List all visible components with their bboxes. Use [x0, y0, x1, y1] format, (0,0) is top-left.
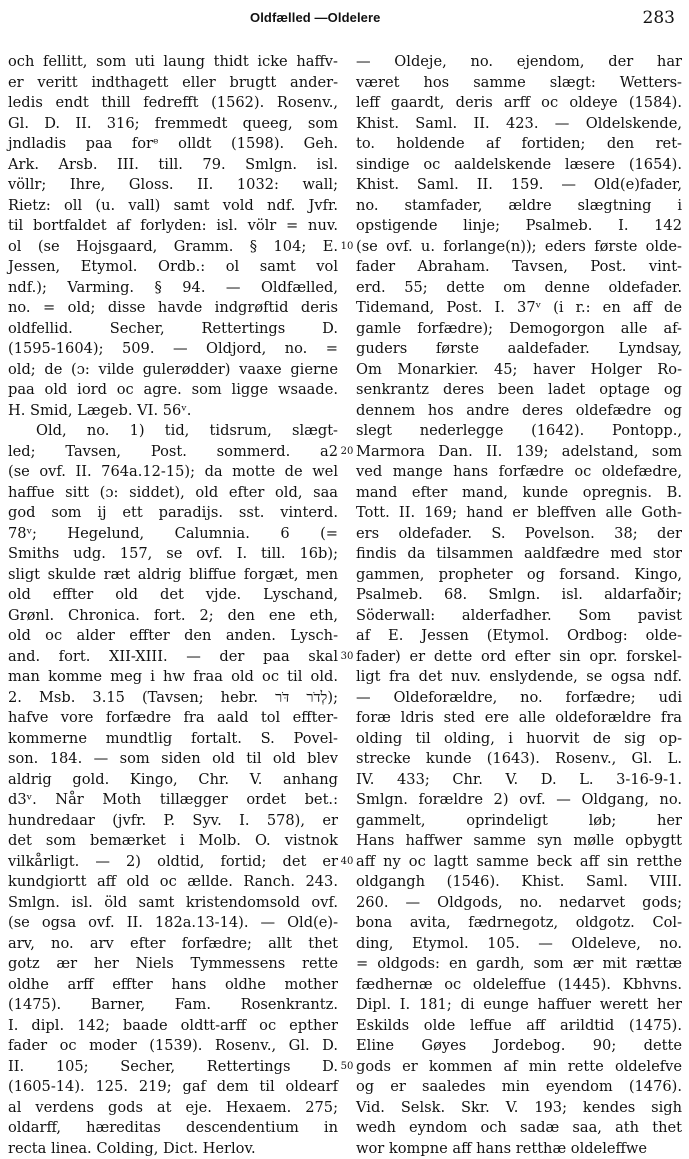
text-line: og er saaledes min eyendom (1476). — [356, 1077, 682, 1098]
text-line: Smlgn. isl. öld samt kristendomsold ovf. — [8, 893, 338, 914]
text-line: II. 105; Secher, Rettertings D. — [8, 1057, 338, 1078]
text-line: ol (se Hojsgaard, Gramm. § 104; E. — [8, 237, 338, 258]
text-line: Söderwall: alderfadher. Som pavist — [356, 606, 682, 627]
text-line: oldgangh (1546). Khist. Saml. VIII. — [356, 872, 682, 893]
text-line: IV. 433; Chr. V. D. L. 3-16-9-1. — [356, 770, 682, 791]
text-line: senkrantz deres been ladet optage og — [356, 380, 682, 401]
text-line: oldhe arff effter hans oldhe mother — [8, 975, 338, 996]
text-line: Eline Gøyes Jordebog. 90; dette — [356, 1036, 682, 1057]
line-number: 40 — [338, 852, 356, 873]
text-line: haffue sitt (ɔ: siddet), old efter old, saa — [8, 483, 338, 504]
text-line: to. holdende af fortiden; den ret- — [356, 134, 682, 155]
text-line: kundgiortt aff old oc ællde. Ranch. 243. — [8, 872, 338, 893]
text-line: Vid. Selsk. Skr. V. 193; kendes sigh — [356, 1098, 682, 1119]
text-line: jndladis paa forᵉ olldt (1598). Geh. — [8, 134, 338, 155]
text-line: slegt nederlegge (1642). Pontopp., — [356, 421, 682, 442]
text-line: ved mange hans forfædre oc oldefædre, — [356, 462, 682, 483]
text-line: Psalmeb. 68. Smlgn. isl. aldarfaðir; — [356, 585, 682, 606]
text-line: old oc alder effter den anden. Lysch- — [8, 626, 338, 647]
text-line: (se ogsa ovf. II. 182a.13-14). — Old(e)- — [8, 913, 338, 934]
text-line: al verdens gods at eje. Hexaem. 275; — [8, 1098, 338, 1119]
line-number: 50 — [338, 1057, 356, 1078]
line-number: 10 — [338, 237, 356, 258]
text-line: aff ny oc lagtt samme beck aff sin retthe — [356, 852, 682, 873]
running-head: Oldfælled —Oldelere — [250, 10, 380, 25]
text-line: 2. Msb. 3.15 (Tavsen; hebr. לְדֹר דֹּר); — [8, 688, 338, 709]
text-line: paa old iord oc agre. som ligge wsaade. — [8, 380, 338, 401]
text-line: no. = old; disse havde indgrøftid deris — [8, 298, 338, 319]
text-line: (1605-14). 125. 219; gaf dem til oldearf — [8, 1077, 338, 1098]
text-line: Khist. Saml. II. 159. — Old(e)fader, — [356, 175, 682, 196]
text-line: old effter old det vjde. Lyschand, — [8, 585, 338, 606]
text-line: son. 184. — som siden old til old blev — [8, 749, 338, 770]
text-line: leff gaardt, deris arff oc oldeye (1584). — [356, 93, 682, 114]
text-line: (1595-1604); 509. — Oldjord, no. = — [8, 339, 338, 360]
text-line: (se ovf. II. 764a.12-15); da motte de wel — [8, 462, 338, 483]
text-line: Rietz: oll (u. vall) samt vold ndf. Jvfr. — [8, 196, 338, 217]
text-line: foræ ldris sted ere alle oldeforældre fra — [356, 708, 682, 729]
text-line: Dipl. I. 181; di eunge haffuer werett her — [356, 995, 682, 1016]
text-line: = oldgods: en gardh, som ær mit rættæ — [356, 954, 682, 975]
text-line: det som bemærket i Molb. O. vistnok — [8, 831, 338, 852]
text-line: gotz ær her Niels Tymmessens rette — [8, 954, 338, 975]
text-line: ledis endt thill fedrefft (1562). Rosenv., — [8, 93, 338, 114]
text-line: Tott. II. 169; hand er bleffven alle Goth- — [356, 503, 682, 524]
text-line: 78ᵛ; Hegelund, Calumnia. 6 (= — [8, 524, 338, 545]
text-line: fader oc moder (1539). Rosenv., Gl. D. — [8, 1036, 338, 1057]
text-line: Old, no. 1) tid, tidsrum, slægt- — [8, 421, 338, 442]
text-line: opstigende linje; Psalmeb. I. 142 — [356, 216, 682, 237]
text-line: kommerne mundtlig fortalt. S. Povel- — [8, 729, 338, 750]
text-line: oldfellid. Secher, Rettertings D. — [8, 319, 338, 340]
text-line: sligt skulde ræt aldrig bliffue forgæt, men — [8, 565, 338, 586]
text-line: man komme meg i hw fraa old oc til old. — [8, 667, 338, 688]
text-line: findis da tilsammen aaldfædre med stor — [356, 544, 682, 565]
text-line: — Oldeforældre, no. forfædre; udi — [356, 688, 682, 709]
text-line: Smiths udg. 157, se ovf. I. till. 16b); — [8, 544, 338, 565]
line-number: 20 — [338, 442, 356, 463]
text-line: 260. — Oldgods, no. nedarvet gods; — [356, 893, 682, 914]
right-column — [356, 52, 682, 1159]
text-line: wedh eyndom och sadæ saa, ath thet — [356, 1118, 682, 1139]
text-line: and. fort. XII-XIII. — der paa skal — [8, 647, 338, 668]
text-line: ndf.); Varming. § 94. — Oldfælled, — [8, 278, 338, 299]
text-line: no. stamfader, ældre slægtning i — [356, 196, 682, 217]
text-line: gammen, propheter og forsand. Kingo, — [356, 565, 682, 586]
text-line: H. Smid, Lægeb. VI. 56ᵛ. — [8, 401, 338, 422]
text-line: Eskilds olde leffue aff arildtid (1475). — [356, 1016, 682, 1037]
text-line: Marmora Dan. II. 139; adelstand, som — [356, 442, 682, 463]
page-header — [0, 8, 689, 36]
text-line: old; de (ɔ: vilde gulerødder) vaaxe gierne — [8, 360, 338, 381]
text-line: led; Tavsen, Post. sommerd. a2 — [8, 442, 338, 463]
text-line: af E. Jessen (Etymol. Ordbog: olde- — [356, 626, 682, 647]
text-line: guders første aaldefader. Lyndsay, — [356, 339, 682, 360]
text-line: I. dipl. 142; baade oldtt-arff oc epther — [8, 1016, 338, 1037]
text-line: Om Monarkier. 45; haver Holger Ro- — [356, 360, 682, 381]
text-line: ligt fra det nuv. enslydende, se ogsa ndf. — [356, 667, 682, 688]
text-line: gammelt, oprindeligt løb; her — [356, 811, 682, 832]
text-line: Grønl. Chronica. fort. 2; den ene eth, — [8, 606, 338, 627]
text-line: vilkårligt. — 2) oldtid, fortid; det er — [8, 852, 338, 873]
text-line: oldarff, hæreditas descendentium in — [8, 1118, 338, 1139]
text-line: god som ij ett paradijs. sst. vinterd. — [8, 503, 338, 524]
left-column — [8, 52, 338, 1159]
text-line: hundredaar (jvfr. P. Syv. I. 578), er — [8, 811, 338, 832]
text-line: arv, no. arv efter forfædre; allt thet — [8, 934, 338, 955]
text-line: (1475). Barner, Fam. Rosenkrantz. — [8, 995, 338, 1016]
text-line: Ark. Arsb. III. till. 79. Smlgn. isl. — [8, 155, 338, 176]
text-line: Hans haffwer samme syn mølle opbygtt — [356, 831, 682, 852]
text-line: olding til olding, i huorvit de sig op- — [356, 729, 682, 750]
text-line: Gl. D. II. 316; fremmedt queeg, som — [8, 114, 338, 135]
text-line: Jessen, Etymol. Ordb.: ol samt vol — [8, 257, 338, 278]
text-line: (se ovf. u. forlange(n)); eders første olde- — [356, 237, 682, 258]
text-line: Smlgn. forældre 2) ovf. — Oldgang, no. — [356, 790, 682, 811]
text-line: fader) er dette ord efter sin opr. forskel- — [356, 647, 682, 668]
text-line: ding, Etymol. 105. — Oldeleve, no. — [356, 934, 682, 955]
text-line: Khist. Saml. II. 423. — Oldelskende, — [356, 114, 682, 135]
text-line: bona avita, fædrnegotz, oldgotz. Col- — [356, 913, 682, 934]
text-line: ers oldefader. S. Povelson. 38; der — [356, 524, 682, 545]
text-line: gods er kommen af min rette oldelefve — [356, 1057, 682, 1078]
text-line: til bortfaldet af forlyden: isl. völr = nuv. — [8, 216, 338, 237]
text-line: aldrig gold. Kingo, Chr. V. anhang — [8, 770, 338, 791]
line-number: 30 — [338, 647, 356, 668]
text-line: fader Abraham. Tavsen, Post. vint- — [356, 257, 682, 278]
text-line: — Oldeje, no. ejendom, der har — [356, 52, 682, 73]
text-line: d3ᵛ. Når Moth tillægger ordet bet.: — [8, 790, 338, 811]
text-line: dennem hos andre deres oldefædre og — [356, 401, 682, 422]
text-line: och fellitt, som uti laung thidt icke haffv- — [8, 52, 338, 73]
text-line: strecke kunde (1643). Rosenv., Gl. L. — [356, 749, 682, 770]
text-line: Tidemand, Post. I. 37ᵛ (i r.: en aff de — [356, 298, 682, 319]
text-line: gamle forfædre); Demogorgon alle af- — [356, 319, 682, 340]
text-line: wor kompne aff hans retthæ oldeleffwe — [356, 1139, 682, 1159]
text-line: mand efter mand, kunde opregnis. B. — [356, 483, 682, 504]
text-line: völlr; Ihre, Gloss. II. 1032: wall; — [8, 175, 338, 196]
text-line: fædhernæ oc oldeleffue (1445). Kbhvns. — [356, 975, 682, 996]
text-line: sindige oc aaldelskende læsere (1654). — [356, 155, 682, 176]
text-line: er veritt indthagett eller brugtt ander- — [8, 73, 338, 94]
text-line: hafve vore forfædre fra aald tol effter- — [8, 708, 338, 729]
text-line: været hos samme slægt: Wetters- — [356, 73, 682, 94]
page-number: 283 — [643, 8, 675, 28]
text-line: erd. 55; dette om denne oldefader. — [356, 278, 682, 299]
text-line: recta linea. Colding, Dict. Herlov. — [8, 1139, 338, 1159]
